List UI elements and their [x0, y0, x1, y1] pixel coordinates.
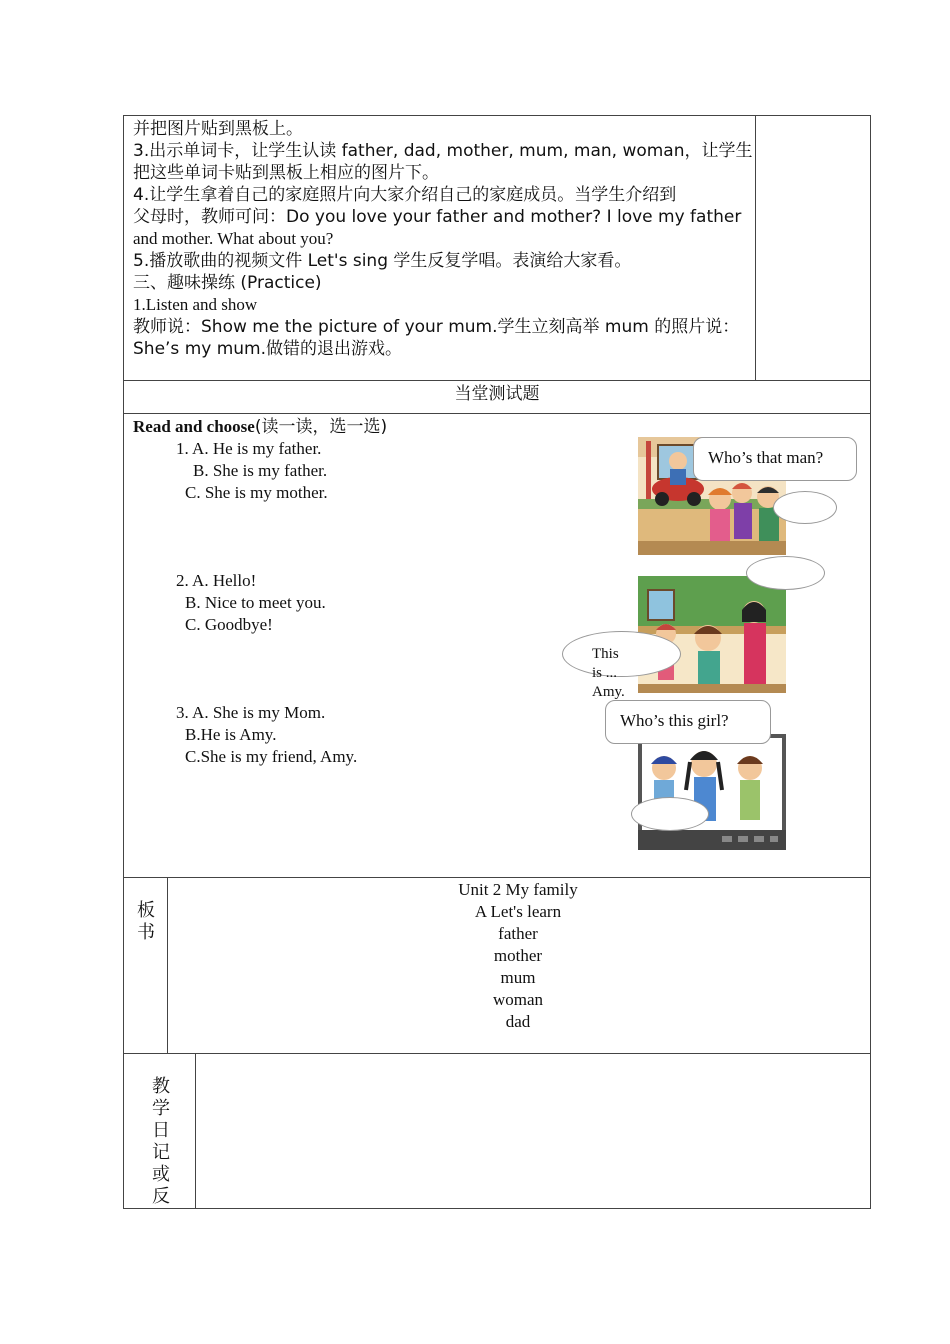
blackboard-label-char: 板 — [137, 900, 155, 921]
table-bottom-border — [123, 1208, 871, 1209]
test-section-title: 当堂测试题 — [454, 384, 540, 404]
illustration-girls-greeting — [638, 576, 786, 693]
blackboard-line: woman — [492, 990, 544, 1009]
table-left-border — [123, 115, 124, 1209]
reflection-label-char: 教 — [152, 1076, 170, 1097]
blackboard-line: dad — [505, 1012, 531, 1031]
procedure-line: 1.Listen and show — [133, 295, 258, 314]
bubble-this-line3: Amy. — [592, 684, 625, 700]
heading-bold: Read and choose — [133, 417, 255, 436]
q3-option-c: C.She is my friend, Amy. — [185, 747, 358, 766]
reflection-label-char: 或 — [152, 1164, 170, 1185]
table-right-border — [870, 115, 871, 1209]
empty-answer-oval-1 — [773, 491, 837, 524]
q1-option-a: 1. A. He is my father. — [176, 439, 322, 458]
reflection-label-char: 记 — [152, 1142, 170, 1163]
procedure-line: 三、趣味操练 (Practice) — [133, 273, 322, 293]
row-divider-1 — [123, 380, 871, 381]
procedure-line: 教师说：Show me the picture of your mum.学生立刻高举 mum 的照片说： — [133, 317, 740, 337]
bubble-this-line1: This — [592, 646, 619, 662]
procedure-line: 4.让学生拿着自己的家庭照片向大家介绍自己的家庭成员。当学生介绍到 — [133, 185, 677, 205]
q1-option-b: B. She is my father. — [193, 461, 328, 480]
procedure-line: 3.出示单词卡，让学生认读 father, dad, mother, mum, man, woman，让学生 — [133, 141, 753, 161]
reflection-label-char: 学 — [152, 1098, 170, 1119]
q2-option-b: B. Nice to meet you. — [185, 593, 326, 612]
table-top-border — [123, 115, 871, 116]
bubble-this-line2: is ... — [592, 665, 618, 681]
bubble-text: Who’s that man? — [708, 448, 824, 467]
bubble-text: Who’s this girl? — [620, 711, 729, 730]
row-divider-2 — [123, 413, 871, 414]
blackboard-line: Unit 2 My family — [458, 880, 578, 899]
blackboard-line: mother — [493, 946, 543, 965]
empty-answer-oval-2 — [746, 556, 825, 590]
blackboard-label-char: 书 — [137, 922, 155, 943]
speech-bubble-who-girl — [605, 700, 771, 744]
read-and-choose-heading — [133, 416, 387, 438]
blackboard-line: father — [498, 924, 538, 943]
q3-option-b: B.He is Amy. — [185, 725, 277, 744]
heading-rest: (读一读，选一选) — [254, 417, 388, 437]
speech-bubble-who-man — [693, 437, 857, 481]
speech-bubble-this-is-amy — [562, 631, 681, 677]
illustration-tv-girls — [638, 734, 786, 850]
empty-answer-oval-3 — [631, 797, 709, 831]
blackboard-line: A Let's learn — [474, 902, 562, 921]
procedure-line: 并把图片贴到黑板上。 — [133, 119, 303, 139]
blackboard-label-divider — [167, 877, 168, 1053]
q2-option-a: 2. A. Hello! — [176, 571, 257, 590]
reflection-label-char: 日 — [152, 1120, 170, 1141]
procedure-line: 把这些单词卡贴到黑板上相应的图片下。 — [133, 163, 439, 183]
reflection-label-char: 反 — [152, 1186, 170, 1207]
cartoon-girls-scene-icon — [638, 576, 786, 693]
blackboard-line: mum — [500, 968, 536, 987]
procedure-line: 父母时，教师可问：Do you love your father and mother? I love my father — [133, 207, 742, 227]
reflection-content-area — [196, 1054, 870, 1208]
q1-option-c: C. She is my mother. — [185, 483, 328, 502]
procedure-side-divider — [755, 115, 756, 380]
q2-option-c: C. Goodbye! — [185, 615, 273, 634]
row-divider-3 — [123, 877, 871, 878]
procedure-line: and mother. What about you? — [133, 229, 334, 248]
cartoon-tv-scene-icon — [638, 734, 786, 850]
procedure-line: She’s my mum.做错的退出游戏。 — [133, 339, 403, 359]
q3-option-a: 3. A. She is my Mom. — [176, 703, 326, 722]
procedure-line: 5.播放歌曲的视频文件 Let's sing 学生反复学唱。表演给大家看。 — [133, 251, 632, 271]
